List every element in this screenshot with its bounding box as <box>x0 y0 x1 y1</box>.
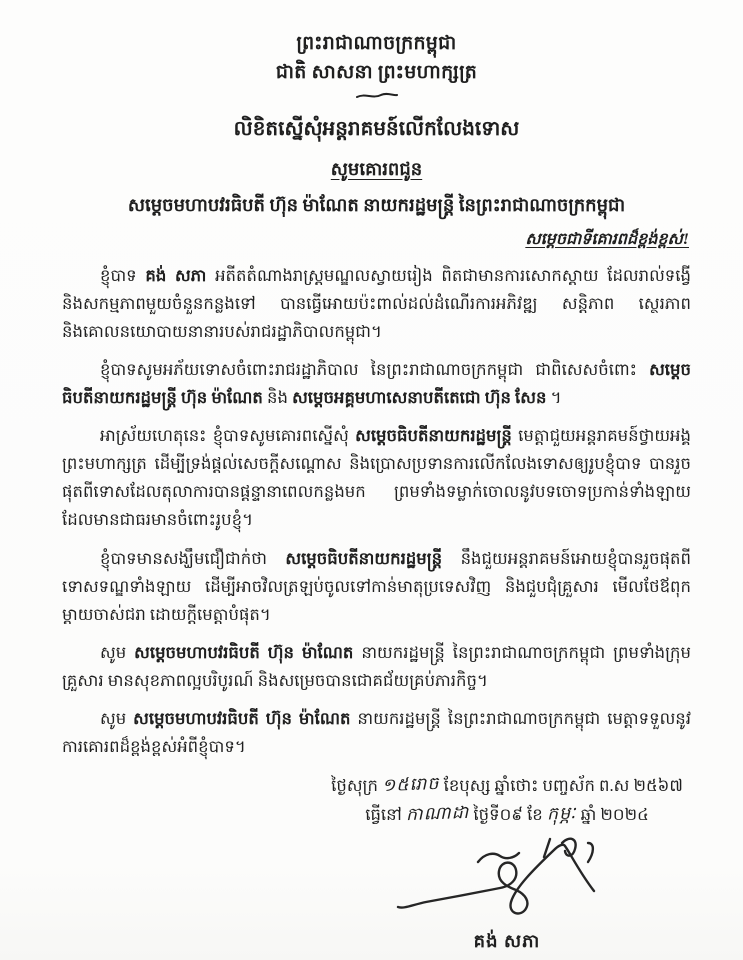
text-run: ខ្ញុំបាទមានសង្ឃឹមជឿជាក់ថា <box>100 548 286 568</box>
handwritten-run: កុម្ភៈ <box>546 802 577 824</box>
document-title: លិខិតស្នើសុំអន្តរាគមន៍លើកលែងទោស <box>233 118 520 140</box>
paragraph <box>62 639 691 695</box>
motto-header: ជាតិ សាសនា ព្រះមហាក្សត្រ <box>275 61 478 83</box>
body-paragraphs <box>62 262 691 761</box>
kingdom-header: ព្រះរាជាណាចក្រកម្ពុជា <box>296 33 457 54</box>
printed-run: ថ្ងៃទី០៩ ខែ <box>469 804 547 824</box>
header-divider <box>355 91 399 101</box>
bold-run: សម្តេចអគ្គមហាសេនាបតីតេជោ ហ៊ុន សែន <box>292 388 547 408</box>
text-run: ។ <box>546 388 562 408</box>
paragraph <box>62 545 691 629</box>
bold-run: សម្តេចមហាបវរធិបតី ហ៊ុន ម៉ាណែត <box>134 642 354 662</box>
text-run: អាស្រ័យហេតុនេះ ខ្ញុំបាទសូមគោរពស្នើសុំ <box>100 426 356 446</box>
text-run: មេត្តាជួយអន្តរាគមន៍ថ្វាយអង្គព្រះមហាក្សត្រ ដើម្បីទ្រង់ផ្តល់សេចក្តីសណ្តោស និងប្រោសប្រទានការលើកលែងទោសឲ្យរូបខ្ញុំបាទ បានរួចផុតពីទោសដែលតុលាការបានផ្តន្ទានាពេលកន្លងមក ព្រមទាំងទម្លាក់ចោលនូវបទចោទប្រកាន់ទាំងឡាយដែលមានជាធរមានចំពោះរូបខ្ញុំ។ <box>62 426 691 530</box>
text-run: សូម <box>100 708 134 728</box>
text-run: អតីតតំណាងរាស្ត្រមណ្ឌលស្វាយរៀង ពិតជាមានការសោកស្តាយ ដែលរាល់ទង្វើ និងសកម្មភាពមួយចំនួនកន្លងទៅ បានធ្វើអោយប៉ះពាល់ដល់ដំណើរការអភិវឌ្ឍ សន្តិភាព ស្ថេរភាព និងគោលនយោបាយនានារបស់រាជរដ្ឋាភិបាលកម្ពុជា។ <box>62 266 691 342</box>
paragraph <box>62 262 691 346</box>
text-run: ខ្ញុំបាទ <box>100 266 146 286</box>
paragraph <box>62 356 691 412</box>
bold-run: សម្តេចមហាបវរធិបតី ហ៊ុន ម៉ាណែត <box>133 708 351 728</box>
bold-run: សម្តេចធិបតីនាយករដ្ឋមន្ត្រី <box>355 426 512 446</box>
text-run: នាយករដ្ឋមន្ត្រី នៃព្រះរាជាណាចក្រកម្ពុជា មេត្តាទទួលនូវការគោរពដ៏ខ្ពង់ខ្ពស់អំពីខ្ញុំបាទ។ <box>62 708 692 756</box>
bold-run: សម្តេចធិបតីនាយករដ្ឋមន្ត្រី <box>285 548 443 568</box>
bold-run: សម្តេចធិបតីនាយករដ្ឋមន្ត្រី ហ៊ុន ម៉ាណែត <box>62 360 691 408</box>
addressee-line: សម្តេចមហាបវរធិបតី ហ៊ុន ម៉ាណែត នាយករដ្ឋមន្ត្រី នៃព្រះរាជាណាចក្រកម្ពុជា <box>127 195 626 215</box>
bold-run: គង់ សភា <box>145 266 207 286</box>
handwritten-run: ១៥រោច <box>381 772 440 795</box>
salutation-heading: សូមគោរពជូន <box>330 159 423 179</box>
signature-area <box>309 831 705 935</box>
signer-name: គង់ សភា <box>473 930 541 951</box>
date-line-lunar <box>309 771 705 800</box>
text-run: ខ្ញុំបាទសូមអភ័យទោសចំពោះរាជរដ្ឋាភិបាល នៃព្រះរាជាណាចក្រកម្ពុជា ជាពិសេសចំពោះ <box>100 360 650 380</box>
text-run: នាយករដ្ឋមន្ត្រី នៃព្រះរាជាណាចក្រកម្ពុជា ព្រមទាំងក្រុមគ្រួសារ មានសុខភាពល្អបរិបូរណ៍ និងសម្រេចបានជោគជ័យគ្រប់ភារកិច្ច។ <box>62 642 692 690</box>
printed-run: ខែបុស្ស ឆ្នាំថោះ បញ្ចស័ក ព.ស ២៥៦៧ <box>439 775 683 795</box>
printed-run: ធ្វើនៅ <box>365 804 407 824</box>
closing-block <box>309 771 705 956</box>
paragraph <box>62 705 691 761</box>
date-line-civil <box>309 800 705 829</box>
signature-scribble <box>382 831 632 935</box>
text-run: នឹងជួយអន្តរាគមន៍អោយខ្ញុំបានរួចផុតពីទោសទណ្ឌទាំងឡាយ ដើម្បីអាចវិលត្រឡប់ចូលទៅកាន់មាតុប្រទេសវិញ និងជួបជុំគ្រួសារ មើលថែឪពុកម្តាយចាស់ជរា ដោយក្តីមេត្តាបំផុត។ <box>62 548 691 624</box>
printed-run: ឆ្នាំ ២០២៤ <box>576 804 649 824</box>
text-run: សូម <box>100 642 135 662</box>
text-run: និង <box>262 388 293 408</box>
handwritten-run: កាណាដា <box>405 801 470 824</box>
honorific-line: សម្តេចជាទីគោរពដ៏ខ្ពង់ខ្ពស់! <box>525 231 689 249</box>
paragraph <box>62 422 691 534</box>
printed-run: ថ្ងៃសុក្រ <box>331 775 383 795</box>
